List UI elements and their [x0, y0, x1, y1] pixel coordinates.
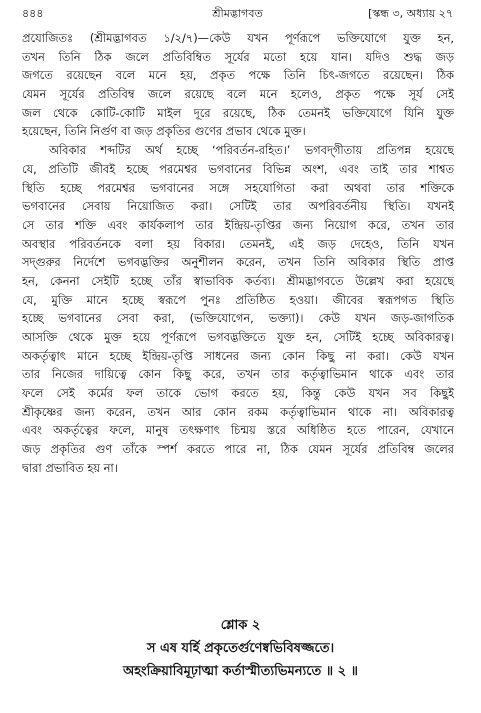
text-line: ভগবানের সেবায় নিয়োজিত করা। সেটিই তার অপরিবর্তনীয় স্থিতি। যখনই: [22, 199, 454, 214]
text-line: আসক্তি থেকে মুক্ত হয়ে পূর্ণরূপে ভগবদ্ভক্তিতে যুক্ত হন, সেটিই হচ্ছে অবিকারত্ব।: [22, 330, 454, 344]
text-line: দ্বারা প্রভাবিত হয় না।: [22, 460, 118, 475]
chapter-reference: [স্কন্ধ ৩, অধ্যায় ২৭: [368, 7, 453, 20]
text-line: ফলে সেই কর্মের ফল তাকে ভোগ করতে হয়, কিন্তু কেউ যখন সব কিছুই: [22, 386, 454, 401]
text-line: অবিকার শব্দটির অর্থ হচ্ছে ‘পরিবর্তন-রহিত।’ ভগবদ্‌গীতায় প্রতিপন্ন হয়েছে: [49, 143, 454, 158]
text-line: হন, কেননা সেইটি হচ্ছে তাঁর স্বাভাবিক কর্তব্য। শ্রীমদ্ভাগবতে উল্লেখ করা হয়েছে: [22, 273, 454, 288]
text-line: জড় প্রকৃতির গুণ তাঁকে স্পর্শ করতে পারে না, ঠিক যেমন সূর্যের প্রতিবিম্ব জলের: [22, 442, 454, 457]
text-line: সদ্গুরুর নির্দেশে ভগবদ্ভক্তির অনুশীলন করেন, তখন তিনি অবিকার স্থিতি প্রাপ্ত: [22, 255, 454, 270]
verse-line: অহংক্রিয়াবিমূঢ়াত্মা কর্তাস্মীত্যভিমন্যতে ॥ ২ ॥: [122, 664, 359, 679]
page-header: [22, 6, 453, 22]
text-line: এবং অকর্তৃত্বের ফলে, মানুষ তৎক্ষণাৎ চিন্ময় স্তরে অধিষ্ঠিত হতে পারেন, যেখানে: [22, 423, 454, 438]
text-line: তার নিজের দায়িত্বে কোন কিছু করে, তখন তার কর্তৃত্বাভিমান থাকে এবং তার: [22, 367, 454, 382]
verse-block: [0, 614, 481, 683]
text-line: হচ্ছে ভগবানের সেবা করা, (ভক্তিযোগেন, ভক্ত্যা)। কেউ যখন জড়-জাগতিক: [22, 311, 454, 326]
text-line: জগতে রয়েছেন বলে মনে হয়, প্রকৃত পক্ষে তিনি চিৎ-জগতে রয়েছেন। ঠিক: [22, 68, 454, 83]
text-line: যেমন সূর্যের প্রতিবিম্ব জলে রয়েছে বলে মনে হলেও, প্রকৃত পক্ষে সূর্য সেই: [22, 87, 454, 102]
text-line: তখন তিনি ঠিক জলে প্রতিবিম্বিত সূর্যের মতো হয়ে যান। যদিও শুদ্ধ জড়: [22, 49, 454, 64]
verse-heading: শ্লোক ২: [220, 618, 261, 633]
text-line: জল থেকে কোটি-কোটি মাইল দূরে রয়েছে, ঠিক তেমনই ভক্তিযোগে যিনি যুক্ত: [22, 105, 454, 120]
verse-line: স এষ যর্হি প্রকৃতের্গুণেষ্বভিবিষজ্জতে।: [146, 641, 335, 656]
text-line: প্রযোজিতঃ (শ্রীমদ্ভাগবত ১/২/৭)—কেউ যখন পূর্ণরূপে ভক্তিযোগে যুক্ত হন,: [22, 31, 454, 45]
page-number: ৪৪৪: [22, 7, 44, 20]
text-line: অবস্থার পরিবর্তনকে বলা হয় বিকার। তেমনই, এই জড় দেহেও, তিনি যখন: [22, 236, 454, 251]
text-line: যে, প্রতিটি জীবই হচ্ছে পরমেশ্বর ভগবানের বিভিন্ন অংশ, এবং তাই তার শাশ্বত: [22, 161, 454, 176]
text-line: হয়েছেন, তিনি নির্গুণ বা জড় প্রকৃতির গুণের প্রভাব থেকে মুক্ত।: [22, 124, 306, 139]
text-line: সে তার শক্তি এবং কার্যকলাপ তার ইন্দ্রিয়-তৃপ্তির জন্য নিয়োগ করে, তখন তার: [22, 217, 454, 232]
text-line: স্থিতি হচ্ছে পরমেশ্বর ভগবানের সঙ্গে সহযোগিতা করা অথবা তার শক্তিকে: [22, 180, 454, 195]
text-line: শ্রীকৃষ্ণের জন্য করেন, তখন আর কোন রকম কর্তৃত্বাভিমান থাকে না। অবিকারত্ব: [22, 404, 454, 419]
purport-text: [22, 29, 454, 478]
text-line: যে, মুক্তি মানে হচ্ছে স্বরূপে পুনঃ প্রতিষ্ঠিত হওয়া। জীবের স্বরূপগত স্থিতি: [22, 292, 454, 307]
running-title: শ্রীমদ্ভাগবত: [212, 7, 263, 20]
text-line: অকর্তৃত্বাৎ মানে হচ্ছে ইন্দ্রিয়-তৃপ্তি সাধনের জন্য কোন কিছু না করা। কেউ যখন: [22, 348, 454, 363]
